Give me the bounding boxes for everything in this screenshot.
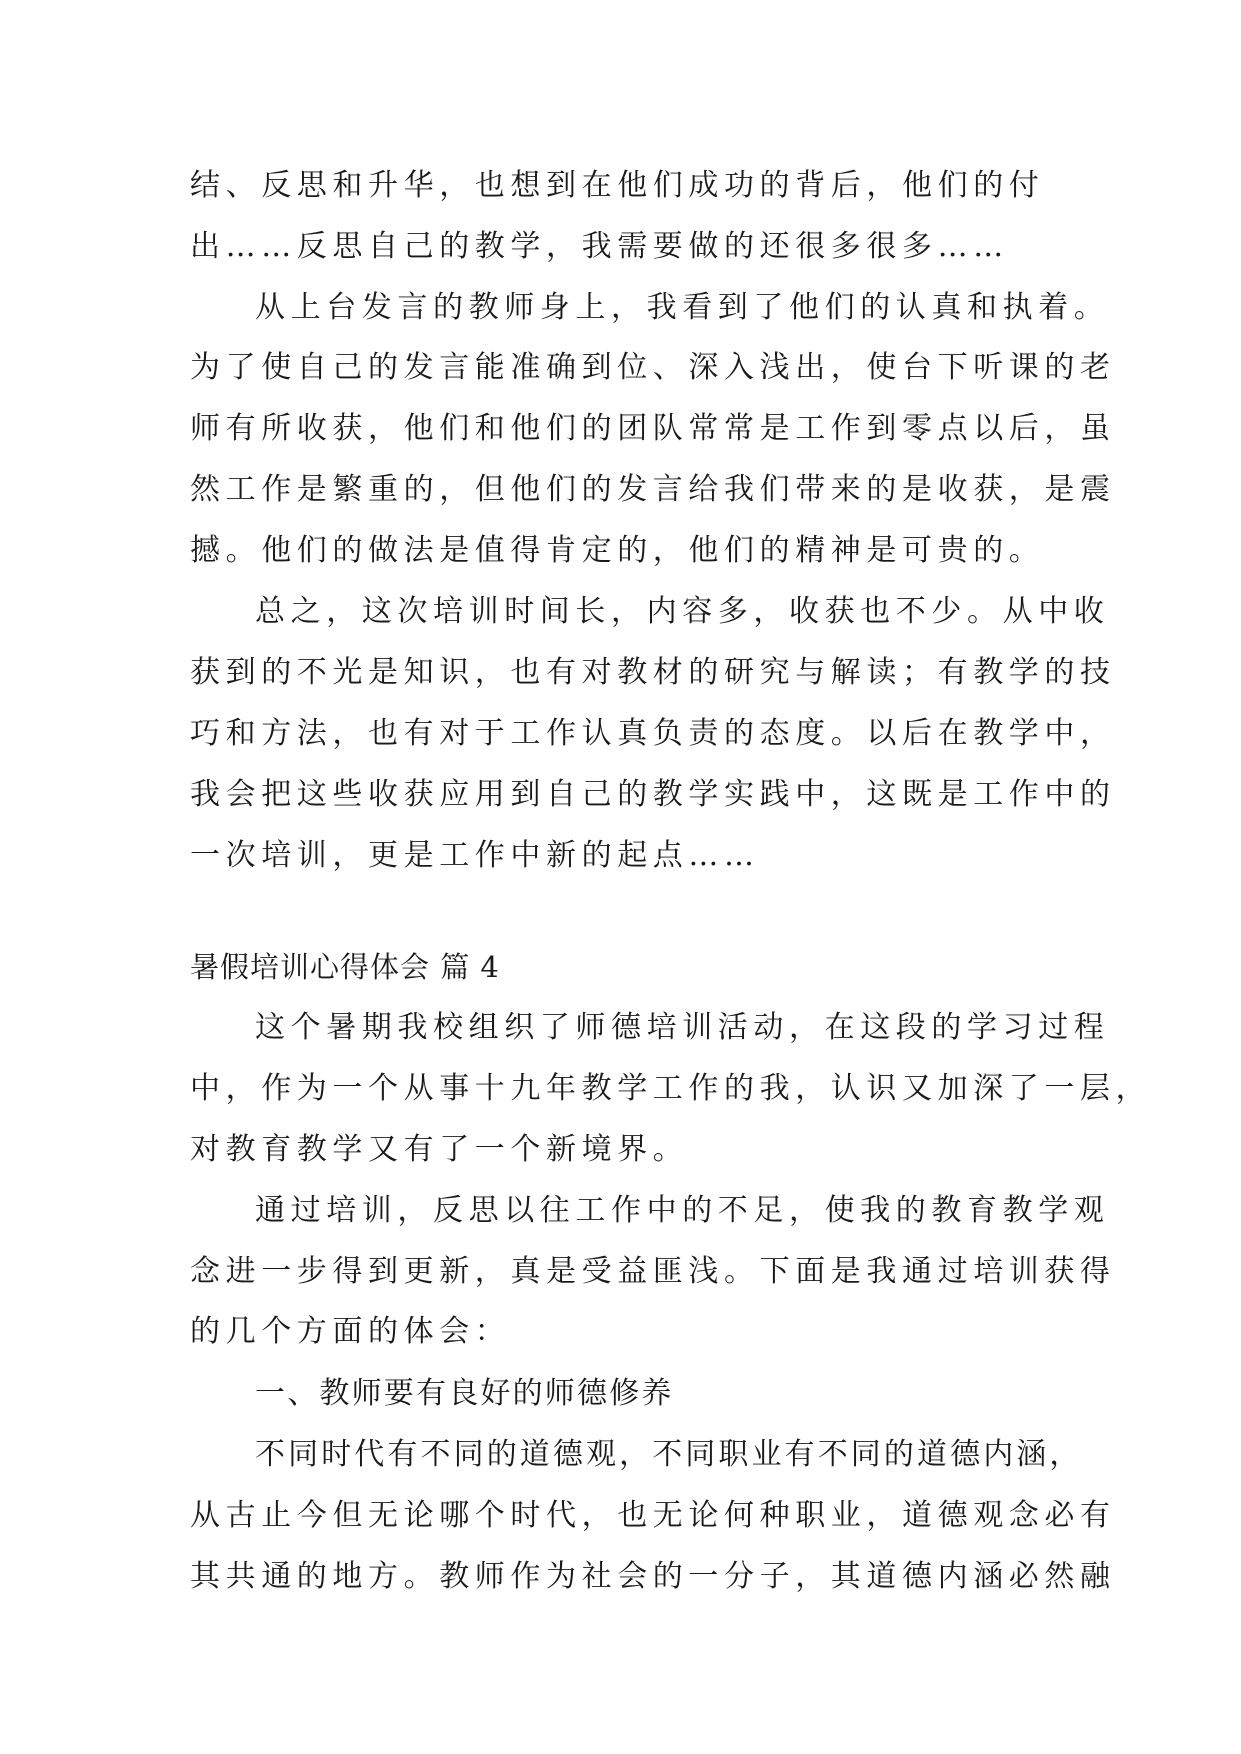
paragraph-line: 获到的不光是知识，也有对教材的研究与解读；有教学的技	[190, 655, 1116, 690]
paragraph-line: 然工作是繁重的，但他们的发言给我们带来的是收获，是震	[190, 472, 1116, 507]
paragraph-line: 其共通的地方。教师作为社会的一分子，其道德内涵必然融	[190, 1559, 1116, 1594]
paragraph-line: 总之，这次培训时间长，内容多，收获也不少。从中收	[255, 594, 1110, 629]
paragraph-line: 不同时代有不同的道德观，不同职业有不同的道德内涵，	[255, 1437, 1083, 1472]
paragraph-line: 念进一步得到更新，真是受益匪浅。下面是我通过培训获得	[190, 1254, 1116, 1289]
paragraph-line: 中，作为一个从事十九年教学工作的我，认识又加深了一层，	[190, 1071, 1152, 1106]
paragraph-line: 一次培训，更是工作中新的起点……	[190, 838, 760, 873]
paragraph-line: 结、反思和升华，也想到在他们成功的背后，他们的付	[190, 168, 1045, 203]
section-heading: 暑假培训心得体会 篇 4	[190, 950, 500, 984]
paragraph-line: 师有所收获，他们和他们的团队常常是工作到零点以后，虽	[190, 411, 1116, 446]
paragraph-line: 从上台发言的教师身上，我看到了他们的认真和执着。	[255, 290, 1110, 325]
paragraph-line: 从古止今但无论哪个时代，也无论何种职业，道德观念必有	[190, 1498, 1116, 1533]
paragraph-line: 我会把这些收获应用到自己的教学实践中，这既是工作中的	[190, 777, 1116, 812]
paragraph-line: 对教育教学又有了一个新境界。	[190, 1132, 689, 1167]
paragraph-line: 为了使自己的发言能准确到位、深入浅出，使台下听课的老	[190, 350, 1116, 385]
paragraph-line: 撼。他们的做法是值得肯定的，他们的精神是可贵的。	[190, 533, 1045, 568]
paragraph-line: 通过培训，反思以往工作中的不足，使我的教育教学观	[255, 1193, 1110, 1228]
paragraph-line: 的几个方面的体会：	[190, 1314, 511, 1349]
paragraph-line: 巧和方法，也有对于工作认真负责的态度。以后在教学中，	[190, 716, 1116, 751]
paragraph-line: 这个暑期我校组织了师德培训活动，在这段的学习过程	[255, 1010, 1110, 1045]
subheading: 一、教师要有良好的师德修养	[255, 1376, 674, 1411]
paragraph-line: 出……反思自己的教学，我需要做的还很多很多……	[190, 229, 1009, 264]
